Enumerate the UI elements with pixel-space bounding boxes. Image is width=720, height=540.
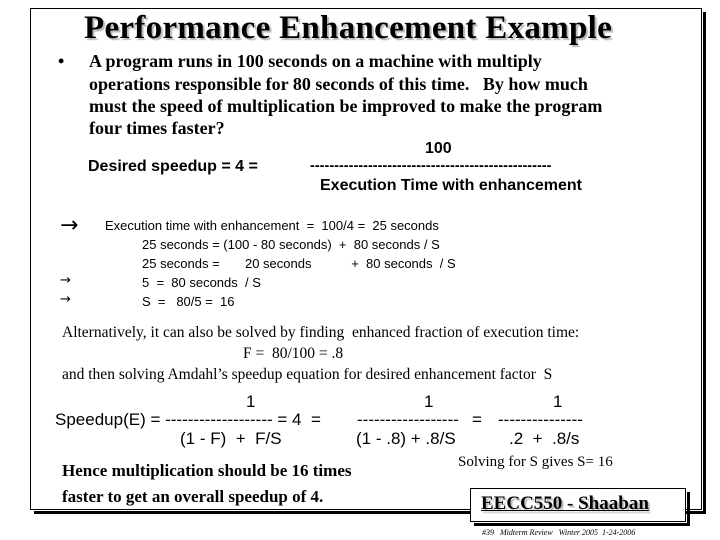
amdahl-denominator-3: .2 + .8/s bbox=[509, 429, 580, 448]
step-line-1: Execution time with enhancement = 100/4 = 25 seconds bbox=[105, 218, 439, 233]
footer-text: #39 Midterm Review Winter 2005 1-24-2006 bbox=[482, 528, 636, 537]
alternative-line-3: and then solving Amdahl’s speedup equation for desired enhancement factor S bbox=[62, 366, 553, 383]
step-line-5: S = 80/5 = 16 bbox=[142, 294, 235, 309]
amdahl-divider-2: ------------------ bbox=[357, 410, 459, 429]
arrow-icon: → bbox=[60, 292, 71, 307]
problem-line-2: operations responsible for 80 seconds of this time. By how much bbox=[89, 74, 588, 94]
amdahl-numerator-3: 1 bbox=[553, 392, 563, 411]
solving-note: Solving for S gives S= 16 bbox=[458, 454, 613, 470]
problem-line-4: four times faster? bbox=[89, 118, 225, 138]
step-line-3: 25 seconds = 20 seconds + 80 seconds / S bbox=[142, 256, 456, 271]
conclusion-line-1: Hence multiplication should be 16 times bbox=[62, 461, 352, 480]
problem-line-3: must the speed of multiplication be improved to make the program bbox=[89, 96, 603, 116]
alternative-line-2: F = 80/100 = .8 bbox=[243, 345, 344, 362]
amdahl-divider-3: --------------- bbox=[498, 410, 583, 429]
amdahl-denominator-2: (1 - .8) + .8/S bbox=[356, 429, 456, 448]
step-line-4: 5 = 80 seconds / S bbox=[142, 275, 261, 290]
desired-denominator: Execution Time with enhancement bbox=[320, 177, 582, 194]
amdahl-numerator-1: 1 bbox=[246, 392, 256, 411]
course-badge bbox=[470, 488, 686, 522]
amdahl-numerator-2: 1 bbox=[424, 392, 434, 411]
desired-speedup-label: Desired speedup = 4 = bbox=[88, 158, 258, 175]
amdahl-speedup-label: Speedup(E) = ------------------- = 4 = bbox=[55, 410, 321, 429]
desired-numerator: 100 bbox=[425, 140, 452, 157]
conclusion-line-2: faster to get an overall speedup of 4. bbox=[62, 487, 324, 506]
alternative-line-1: Alternatively, it can also be solved by finding enhanced fraction of execution time: bbox=[62, 324, 580, 341]
amdahl-denominator-1: (1 - F) + F/S bbox=[180, 429, 282, 448]
arrow-icon: → bbox=[60, 213, 79, 238]
desired-divider: -------------------------------------------------- bbox=[310, 158, 552, 174]
arrow-icon: → bbox=[60, 273, 71, 288]
bullet-icon: • bbox=[58, 51, 65, 71]
course-badge-label: EECC550 - Shaaban bbox=[481, 493, 649, 514]
amdahl-equals: = bbox=[472, 410, 482, 429]
step-line-2: 25 seconds = (100 - 80 seconds) + 80 seconds / S bbox=[142, 237, 440, 252]
problem-line-1: A program runs in 100 seconds on a machine with multiply bbox=[89, 51, 542, 71]
slide-title: Performance Enhancement Example bbox=[84, 10, 613, 46]
